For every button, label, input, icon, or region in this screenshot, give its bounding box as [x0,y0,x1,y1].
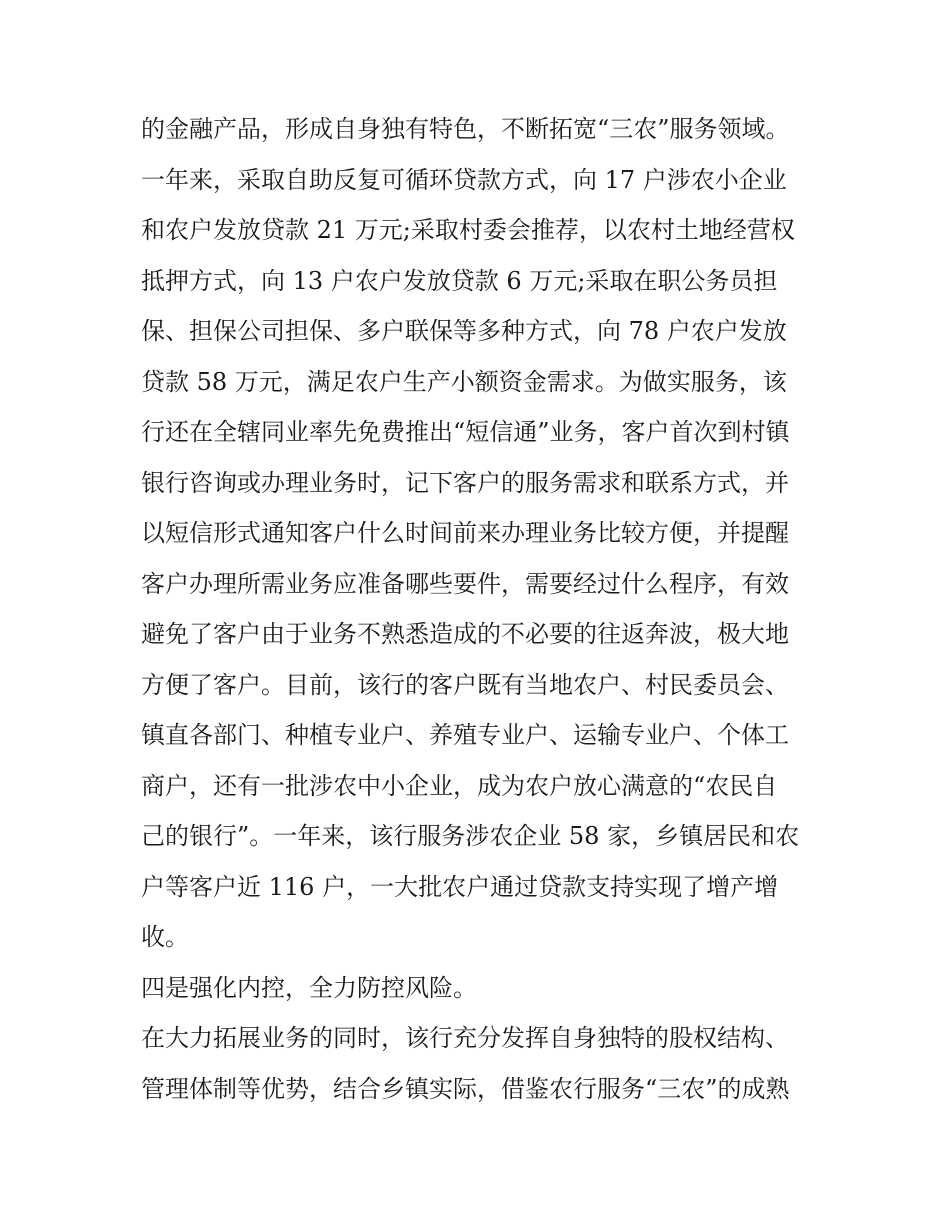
text-line: 的金融产品，形成自身独有特色，不断拓宽“三农”服务领域。 [141,115,790,143]
text-line: 贷款 58 万元，满足农户生产小额资金需求。为做实服务，该 [141,367,787,396]
text-line: 和农户发放贷款 21 万元;采取村委会推荐，以农村土地经营权 [141,216,795,244]
text-line: 管理体制等优势，结合乡镇实际，借鉴农行服务“三农”的成熟 [141,1074,790,1103]
text-line: 己的银行”。一年来，该行服务涉农企业 58 家，乡镇居民和农 [141,822,800,850]
text-line: 一年来，采取自助反复可循环贷款方式，向 17 户涉农小企业 [141,165,787,194]
section-heading: 四是强化内控，全力防控风险。 [141,973,477,1002]
text-line: 户等客户近 116 户，一大批农户通过贷款支持实现了增产增 [141,872,779,901]
body-text [141,104,821,1114]
text-line: 避免了客户由于业务不熟悉造成的不必要的往返奔波，极大地 [141,620,789,648]
text-line: 保、担保公司担保、多户联保等多种方式，向 78 户农户发放 [141,317,787,345]
text-line: 行还在全辖同业率先免费推出“短信通”业务，客户首次到村镇 [141,418,790,446]
text-line: 在大力拓展业务的同时，该行充分发挥自身独特的股权结构、 [141,1024,789,1052]
text-line: 以短信形式通知客户什么时间前来办理业务比较方便，并提醒 [141,519,789,547]
text-line: 商户，还有一批涉农中小企业，成为农户放心满意的“农民自 [141,771,778,800]
text-line: 客户办理所需业务应准备哪些要件，需要经过什么程序，有效 [141,569,789,598]
text-line: 方便了客户。目前，该行的客户既有当地农户、村民委员会、 [141,670,789,699]
text-line: 银行咨询或办理业务时，记下客户的服务需求和联系方式，并 [141,468,789,497]
text-line: 镇直各部门、种植专业户、养殖专业户、运输专业户、个体工 [141,721,789,749]
text-line: 抵押方式，向 13 户农户发放贷款 6 万元;采取在职公务员担 [141,266,778,295]
text-line: 收。 [141,923,189,951]
